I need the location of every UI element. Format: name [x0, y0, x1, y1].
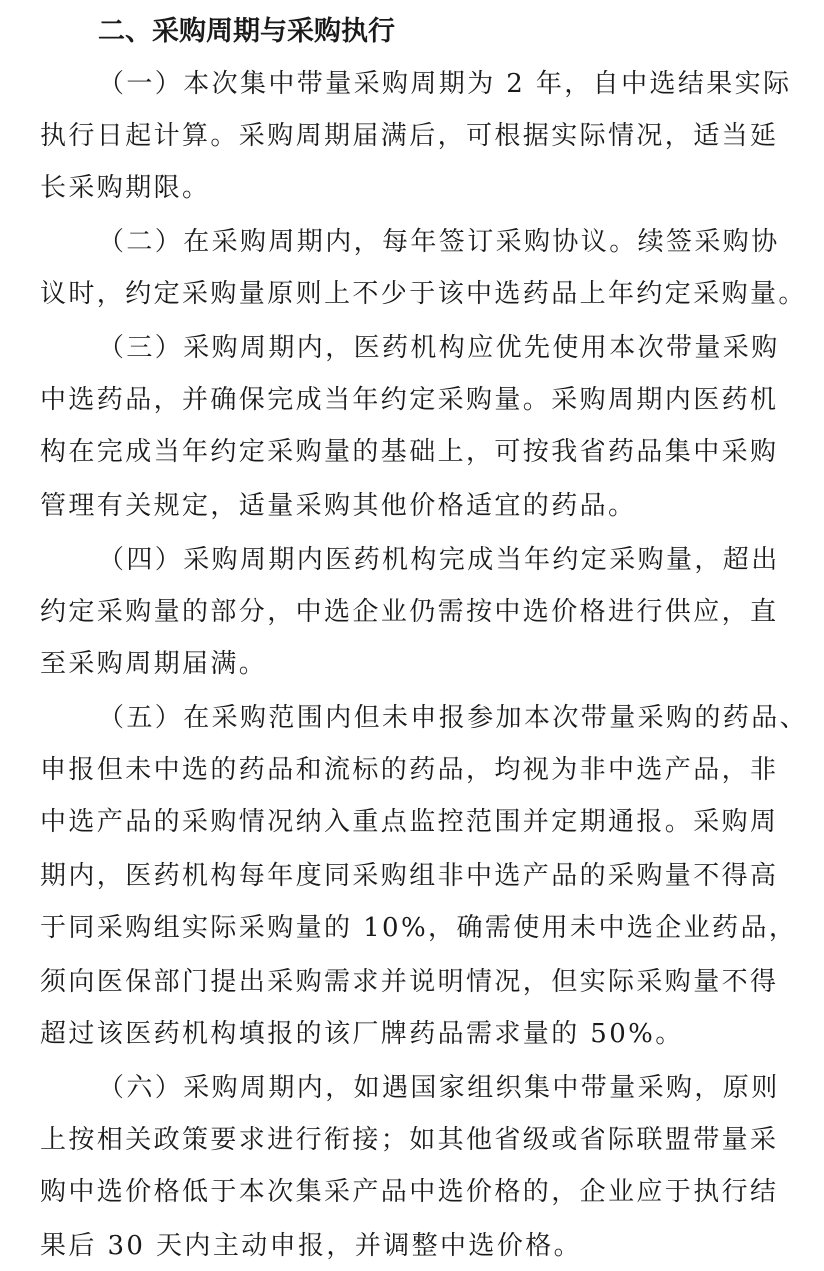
text-line: 构在完成当年约定采购量的基础上，可按我省药品集中采购 [40, 437, 779, 467]
text-line: 执行日起计算。采购周期届满后，可根据实际情况，适当延 [40, 121, 779, 151]
text-line: 议时，约定采购量原则上不少于该中选药品上年约定采购量。 [40, 279, 807, 309]
text-line: （三）采购周期内，医药机构应优先使用本次带量采购 [98, 333, 780, 363]
text-line: 中选药品，并确保完成当年约定采购量。采购周期内医药机 [40, 385, 779, 415]
text-line: 上按相关政策要求进行衔接；如其他省级或省际联盟带量采 [40, 1125, 779, 1155]
text-line: （四）采购周期内医药机构完成当年约定采购量，超出 [98, 545, 780, 575]
text-line: 购中选价格低于本次集采产品中选价格的，企业应于执行结 [40, 1177, 779, 1207]
text-line: 果后 30 天内主动申报，并调整中选价格。 [40, 1231, 583, 1261]
text-line: 超过该医药机构填报的该厂牌药品需求量的 50%。 [40, 1019, 684, 1049]
text-line: 期内，医药机构每年度同采购组非中选产品的采购量不得高 [40, 861, 779, 891]
text-line: （一）本次集中带量采购周期为 2 年，自中选结果实际 [98, 69, 792, 99]
text-line: 至采购周期届满。 [40, 649, 268, 679]
text-line: 长采购期限。 [40, 173, 211, 203]
text-line: 申报但未中选的药品和流标的药品，均视为非中选产品，非 [40, 755, 779, 785]
text-line: 约定采购量的部分，中选企业仍需按中选价格进行供应，直 [40, 597, 779, 627]
text-line: （五）在采购范围内但未申报参加本次带量采购的药品、 [98, 703, 809, 733]
text-line: 中选产品的采购情况纳入重点监控范围并定期通报。采购周 [40, 807, 779, 837]
text-line: 须向医保部门提出采购需求并说明情况，但实际采购量不得 [40, 967, 779, 997]
text-line: 于同采购组实际采购量的 10%，确需使用未中选企业药品， [40, 913, 798, 943]
text-line: 管理有关规定，适量采购其他价格适宜的药品。 [40, 491, 637, 521]
text-line: （二）在采购周期内，每年签订采购协议。续签采购协 [98, 227, 780, 257]
text-line: （六）采购周期内，如遇国家组织集中带量采购，原则 [98, 1073, 780, 1103]
section-heading: 二、采购周期与采购执行 [98, 16, 395, 47]
